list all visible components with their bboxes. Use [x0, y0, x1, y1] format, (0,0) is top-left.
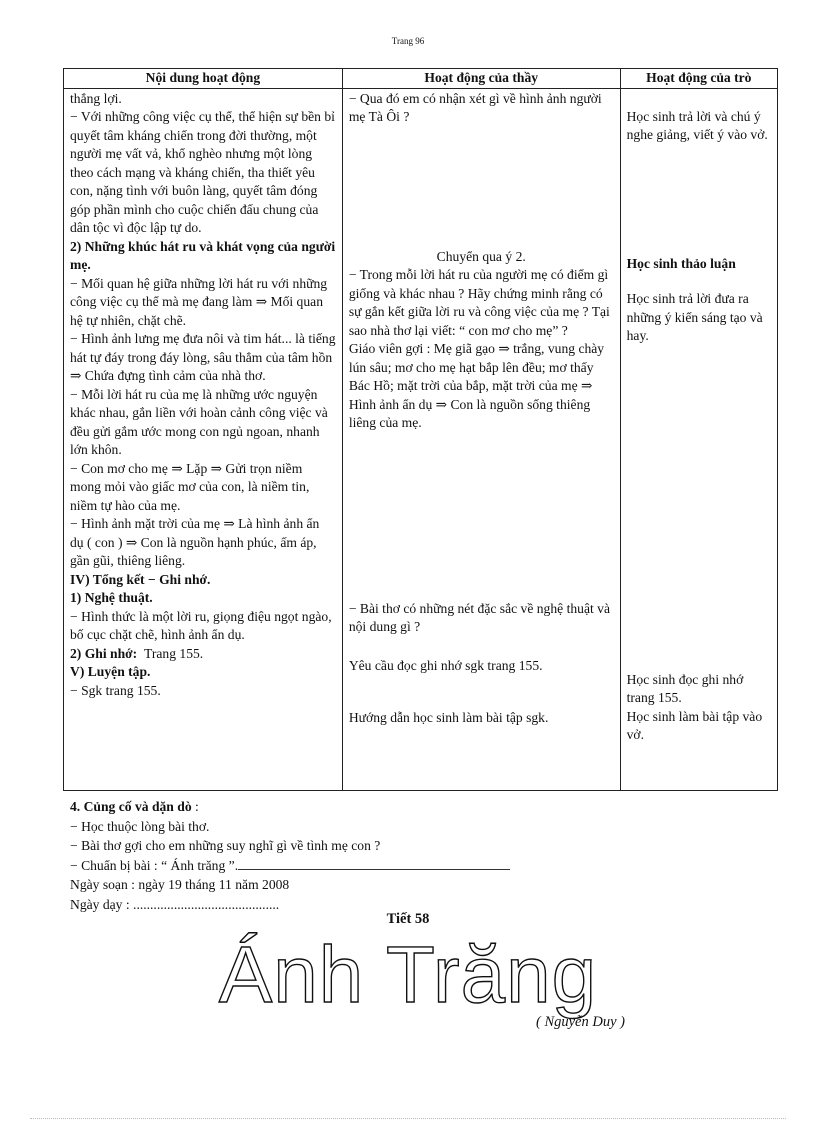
underline-rule	[238, 859, 510, 870]
student-activity: Học sinh trả lời đưa ra những ý kiến sáng tạo và hay.	[626, 291, 763, 343]
student-column	[620, 88, 777, 790]
footer-heading-line	[70, 797, 770, 817]
ghi-nho-line	[70, 645, 336, 664]
content-paragraph: − Con mơ cho mẹ ⇒ Lặp ⇒ Gửi trọn niềm mong mỏi vào giấc mơ của con, là niềm tin, niềm tự hào của mẹ.	[70, 460, 310, 513]
section-heading: 2) Ghi nhớ:	[70, 645, 138, 661]
content-line: − Sgk trang 155.	[70, 682, 161, 698]
teacher-question: − Bài thơ có những nét đặc sắc về nghệ thuật và nội dung gì ?	[348, 600, 610, 634]
table-header-row	[64, 69, 778, 89]
footer-heading-suffix: :	[191, 799, 199, 814]
section-heading: 2) Những khúc hát ru và khát vọng của người mẹ.	[70, 238, 336, 272]
content-column	[64, 88, 343, 790]
student-activity: Học sinh làm bài tập vào vở.	[626, 708, 763, 742]
footer-heading: 4. Củng cố và dặn dò	[70, 799, 192, 814]
teacher-instruction: Yêu cầu đọc ghi nhớ sgk trang 155.	[348, 657, 543, 673]
student-activity-heading: Học sinh thảo luận	[626, 255, 736, 271]
student-activity: Học sinh đọc ghi nhớ trang 155.	[626, 671, 744, 705]
content-paragraph: − Với những công việc cụ thể, thể hiện sự bền bỉ quyết tâm kháng chiến trong đời thường, một người mẹ vất vả, khổ nghèo nhưng một lòng theo cách mạng và kháng chiến, tha thiết yêu con, nặng tình với buôn làng, quyết tâm đóng góp phần mình cho cuộc chiến đấu chung của dân tộc vì độc lập tự do.	[70, 109, 335, 235]
content-paragraph: − Mỗi lời hát ru của mẹ là những ước nguyện khác nhau, gắn liền với hoàn cảnh công việc và đều gửi gắm ước mong con ngủ ngoan, nhanh lớn khôn.	[70, 386, 328, 457]
table-body-row	[64, 88, 778, 790]
content-paragraph: − Hình thức là một lời ru, giọng điệu ngọt ngào, bố cục chặt chẽ, hình ảnh ẩn dụ.	[70, 608, 332, 642]
teacher-column	[342, 88, 620, 790]
page-bottom-border	[30, 1118, 786, 1119]
content-paragraph: − Hình ảnh lưng mẹ đưa nôi và tim hát... là tiếng hát tự đáy trong đáy lòng, sâu thẳm của tâm hồn ⇒ Chứa đựng tình cảm của nhà thơ.	[70, 331, 336, 383]
content-paragraph: − Hình ảnh mặt trời của mẹ ⇒ Là hình ảnh ẩn dụ ( con ) ⇒ Con là nguồn hạnh phúc, ấm áp, gần gũi, thiêng liêng.	[70, 516, 320, 568]
ghi-nho-text: Trang 155.	[144, 645, 204, 661]
poem-title: Ánh Trăng	[218, 930, 598, 1019]
page-header: Trang 96	[391, 36, 425, 46]
section-heading: 1) Nghệ thuật.	[70, 590, 153, 605]
footer-line: − Bài thơ gợi cho em những suy nghĩ gì về tình mẹ con ?	[70, 838, 381, 853]
footer-line: − Chuẩn bị bài : “ Ánh trăng ”.	[70, 857, 239, 873]
footer-line-prep	[70, 856, 770, 876]
content-paragraph: − Mối quan hệ giữa những lời hát ru với những công việc cụ thể mà mẹ đang làm ⇒ Mối quan hệ tự nhiên, chặt chẽ.	[70, 275, 328, 328]
lesson-table	[63, 68, 778, 791]
teacher-hint: Giáo viên gợi : Mẹ giã gạo ⇒ trắng, vung chày lún sâu; mơ cho mẹ hạt bắp lên đều; mơ thấy Bác Hồ; mặt trời của bắp, mặt trời của mẹ ⇒ Hình ảnh ẩn dụ ⇒ Con là nguồn sống thiêng liêng của mẹ.	[348, 341, 605, 430]
teacher-question: − Trong mỗi lời hát ru của người mẹ có điểm gì giống và khác nhau ? Hãy chứng minh rằng có sự gắn kết giữa lời ru và công việc của mẹ ? Tại sao nhà thơ lại viết: “ con mơ cho mẹ” ?	[348, 267, 610, 338]
student-activity: Học sinh trả lời và chú ý nghe giảng, viết ý vào vở.	[626, 108, 768, 142]
header-hoat-dong-thay: Hoạt động của thầy	[342, 69, 620, 89]
header-noi-dung: Nội dung hoạt động	[64, 69, 343, 89]
lesson-number: Tiết 58	[386, 911, 430, 927]
teacher-question: − Qua đó em có nhận xét gì về hình ảnh người mẹ Tà Ôi ?	[348, 90, 602, 124]
section-heading: IV) Tổng kết − Ghi nhớ.	[70, 571, 211, 587]
transition-note: Chuyển qua ý 2.	[436, 248, 526, 264]
ngay-day: Ngày dạy : ...........................................	[70, 896, 280, 912]
content-line: thắng lợi.	[70, 90, 122, 106]
footer-section	[70, 797, 770, 914]
footer-line: − Học thuộc lòng bài thơ.	[70, 818, 210, 834]
poem-author: ( Nguyễn Duy )	[536, 1014, 625, 1030]
section-heading: V) Luyện tập.	[70, 664, 151, 679]
teacher-instruction: Hướng dẫn học sinh làm bài tập sgk.	[348, 710, 549, 725]
ngay-soan: Ngày soạn : ngày 19 tháng 11 năm 2008	[70, 877, 290, 892]
header-hoat-dong-tro: Hoạt động của trò	[620, 69, 777, 89]
